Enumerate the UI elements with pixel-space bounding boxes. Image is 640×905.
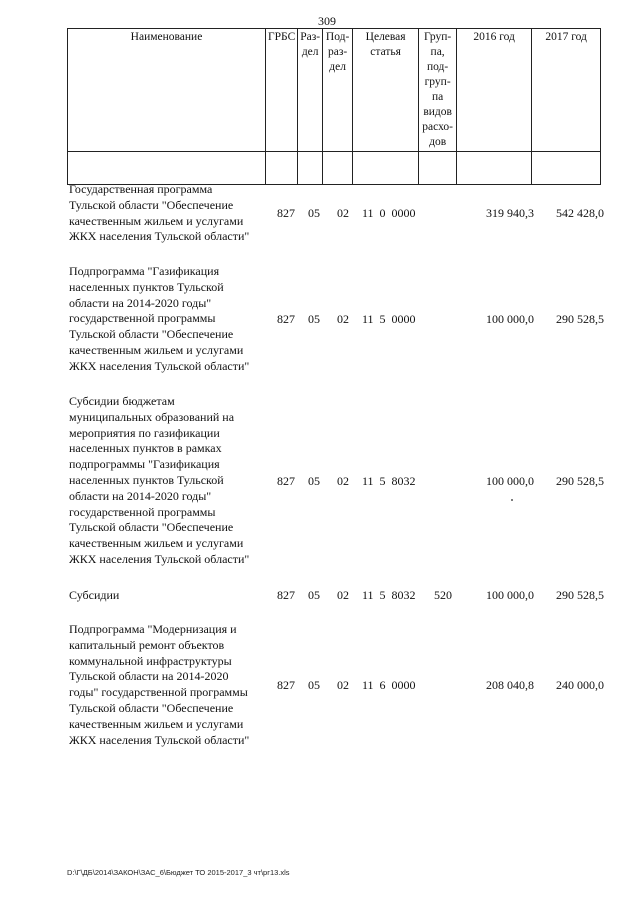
header-year-2016: 2016 год [457,29,532,152]
row-podrazdel: 02 [337,678,349,692]
scan-speck [511,499,513,501]
row-name: Подпрограмма "Газификация населенных пунктов Тульской области на 2014-2020 годы" государственной программы Тульской области "Обеспечение качественным жильем и услугами ЖКХ населения Тульской области" [69,264,250,373]
row-year-2016: 100 000,0 [486,588,534,602]
row-year-2017: 290 528,5 [556,312,604,326]
table-row [0,622,640,750]
row-year-2016: 208 040,8 [486,678,534,692]
header-grbs: ГРБС [266,29,298,152]
row-grbs: 827 [277,312,295,326]
row-grbs: 827 [277,206,295,220]
row-razdel: 05 [308,312,320,326]
row-grbs: 827 [277,588,295,602]
row-podrazdel: 02 [337,588,349,602]
row-podrazdel: 02 [337,312,349,326]
footer-file-path: D:\Г\ДБ\2014\ЗАКОН\ЗАС_6\Бюджет ТО 2015-2017_3 чт\рг13.xls [67,868,290,877]
row-year-2017: 542 428,0 [556,206,604,220]
row-grbs: 827 [277,678,295,692]
row-name: Субсидии бюджетам муниципальных образований на мероприятия по газификации населенных пунктов в рамках подпрограммы "Газификация населенных пунктов Тульской области на 2014-2020 годы" государственной программы Тульской области "Обеспечение качественным жильем и услугами ЖКХ населения Тульской области" [69,394,250,566]
row-year-2017: 290 528,5 [556,588,604,602]
header-expense-type: Груп- па, под- груп- па видов расхо- дов [419,29,457,152]
row-year-2017: 240 000,0 [556,678,604,692]
row-target-article: 11 5 8032 [362,588,416,602]
row-podrazdel: 02 [337,206,349,220]
row-razdel: 05 [308,588,320,602]
table-row [0,264,640,376]
header-target-article: Целевая статья [353,29,419,152]
row-target-article: 11 6 0000 [362,678,416,692]
row-podrazdel: 02 [337,474,349,488]
row-name: Субсидии [69,588,120,602]
row-year-2016: 319 940,3 [486,206,534,220]
table-row [0,182,640,246]
row-target-article: 11 5 0000 [362,312,416,326]
row-target-article: 11 0 0000 [362,206,416,220]
row-grbs: 827 [277,474,295,488]
row-razdel: 05 [308,206,320,220]
row-razdel: 05 [308,474,320,488]
table-header [67,28,601,185]
row-year-2016: 100 000,0 [486,312,534,326]
header-razdel: Раз- дел [298,29,323,152]
row-year-2017: 290 528,5 [556,474,604,488]
header-name: Наименование [68,29,266,152]
header-podrazdel: Под- раз- дел [323,29,353,152]
row-name: Государственная программа Тульской области "Обеспечение качественным жильем и услугами ЖКХ населения Тульской области" [69,182,250,244]
table-row [0,588,640,606]
row-target-article: 11 5 8032 [362,474,416,488]
row-name: Подпрограмма "Модернизация и капитальный ремонт объектов коммунальной инфраструктуры Тульской области на 2014-2020 годы" государственной программы Тульской области "Обеспечение качественным жильем и услугами ЖКХ населения Тульской области" [69,622,250,747]
page-number: 309 [318,14,336,28]
table-row [0,394,640,570]
header-year-2017: 2017 год [532,29,601,152]
row-expense-type: 520 [434,588,452,602]
row-razdel: 05 [308,678,320,692]
row-year-2016: 100 000,0 [486,474,534,488]
